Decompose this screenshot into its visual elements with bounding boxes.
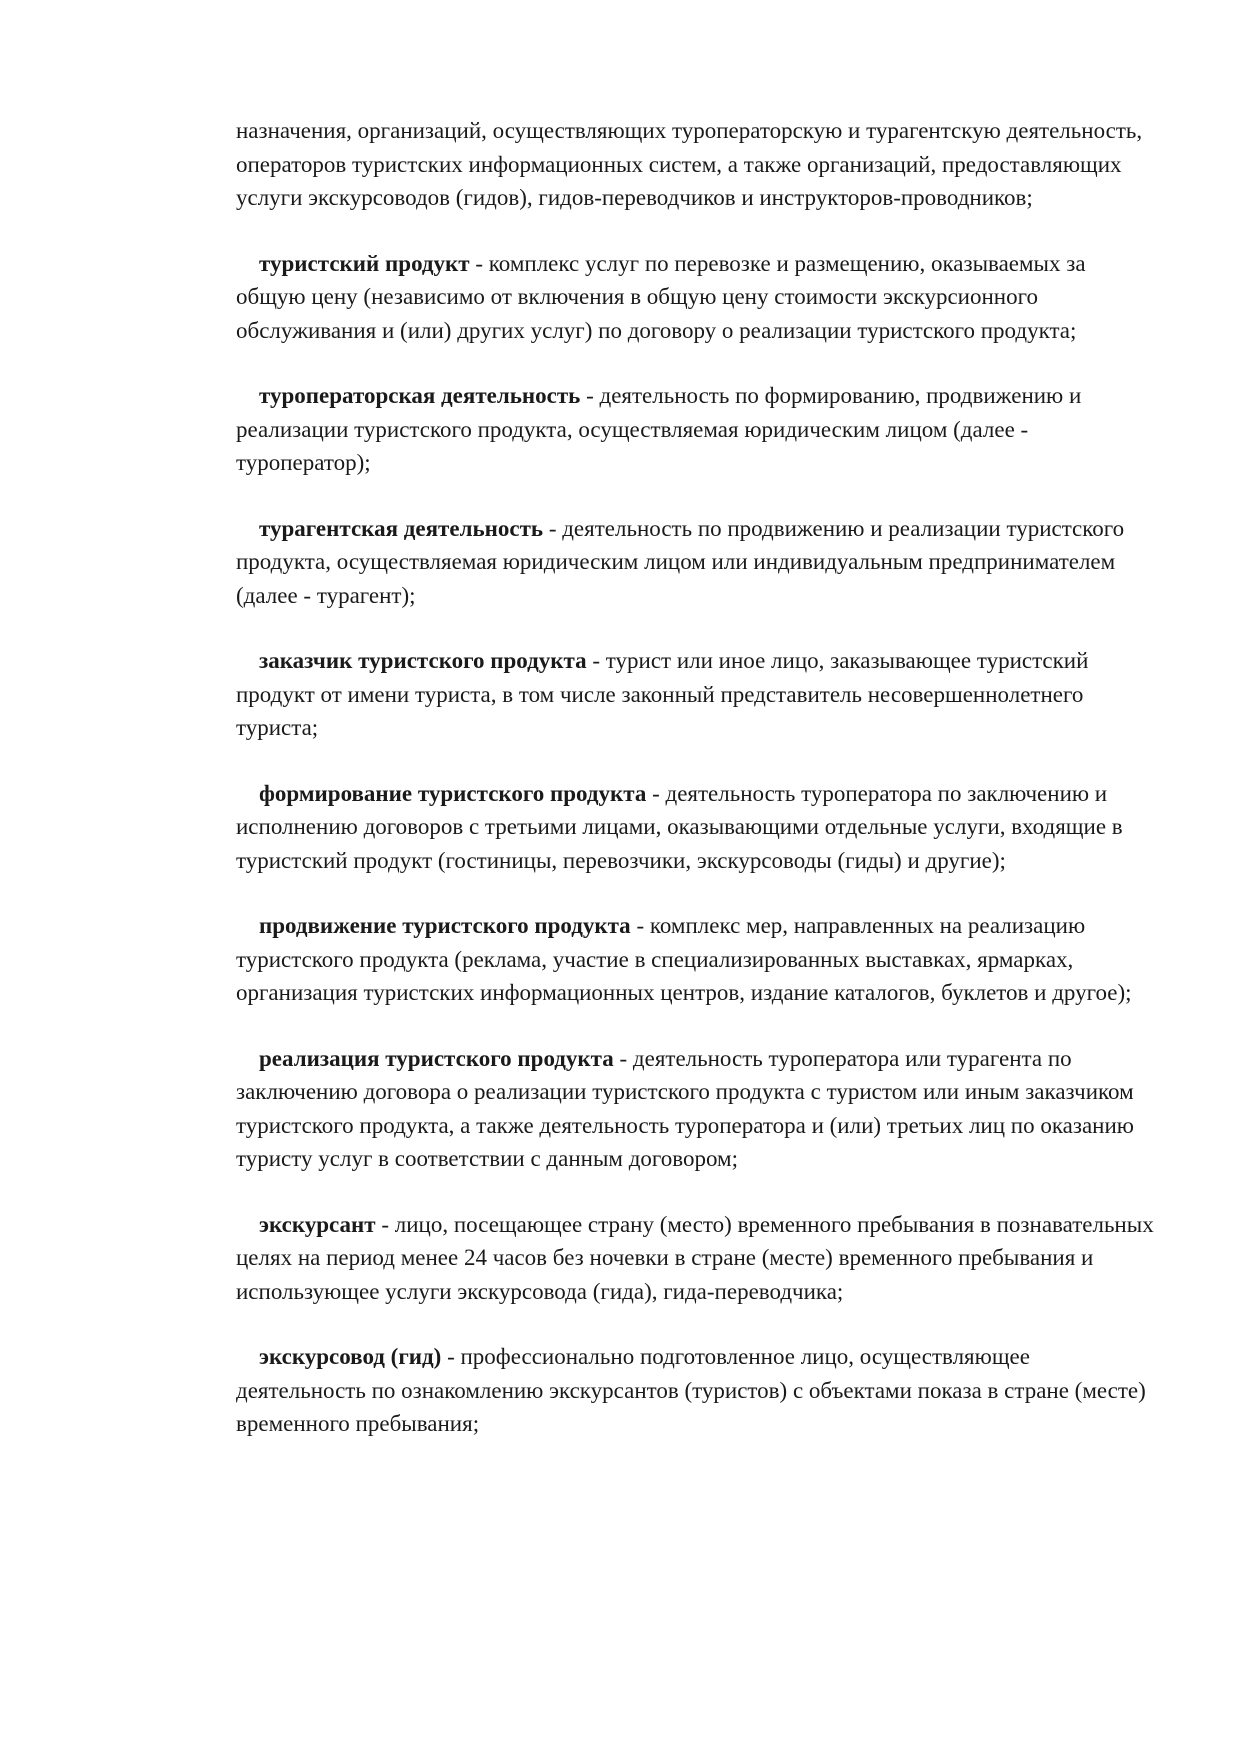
definition-term: туроператорская деятельность — [259, 383, 581, 408]
definition-term: турагентская деятельность — [259, 515, 544, 541]
definition-product-customer — [236, 644, 1156, 745]
definition-tour-operator-activity — [236, 379, 1156, 480]
definition-product-promotion — [236, 909, 1156, 1010]
definition-term: реализация туристского продукта — [259, 1045, 614, 1071]
definition-term: экскурсовод (гид) — [259, 1344, 442, 1369]
definition-excursionist — [236, 1208, 1156, 1309]
definition-body: - деятельность по продвижению и реализации туристского продукта, осуществляемая юридическим лицом или индивидуальным предпринимателем (далее - турагент); — [236, 515, 1125, 608]
definition-guide — [236, 1340, 1156, 1441]
definition-tourist-product — [236, 247, 1156, 348]
paragraph-body: назначения, организаций, осуществляющих туроператорскую и турагентскую деятельность, операторов туристских информационных систем, а также организаций, предоставляющих услуги экскурсоводов (гидов), гидов-переводчиков и инструкторов-проводников; — [236, 118, 1143, 210]
definition-body: - комплекс мер, направленных на реализацию туристского продукта (реклама, участие в специализированных выставках, ярмарках, организация туристских информационных центров, издание каталогов, буклетов и другое); — [236, 913, 1132, 1005]
definition-term: туристский продукт — [259, 250, 470, 276]
definition-body: - профессионально подготовленное лицо, осуществляющее деятельность по ознакомлению экскурсантов (туристов) с объектами показа в стране (месте) временного пребывания; — [236, 1344, 1146, 1436]
definition-product-sale — [236, 1042, 1156, 1176]
definition-term: продвижение туристского продукта — [259, 913, 631, 938]
text-column — [236, 114, 1156, 1473]
definition-body: - комплекс услуг по перевозке и размещению, оказываемых за общую цену (независимо от включения в общую цену стоимости экскурсионного обслуживания и (или) других услуг) по договору о реализации туристского продукта; — [236, 250, 1086, 343]
definition-body: - лицо, посещающее страну (место) временного пребывания в познавательных целях на период менее 24 часов без ночевки в стране (месте) временного пребывания и использующее услуги экскурсовода (гида), гида-переводчика; — [236, 1211, 1154, 1304]
definition-body: - деятельность по формированию, продвижению и реализации туристского продукта, осуществляемая юридическим лицом (далее - туроператор); — [236, 383, 1082, 475]
paragraph-continuation — [236, 114, 1156, 215]
definition-term: заказчик туристского продукта — [259, 648, 587, 673]
definition-body: - деятельность туроператора по заключению и исполнению договоров с третьими лицами, оказывающими отдельные услуги, входящие в туристский продукт (гостиницы, перевозчики, экскурсоводы (гиды) и другие); — [236, 780, 1123, 873]
definition-body: - деятельность туроператора или турагента по заключению договора о реализации туристского продукта с туристом или иным заказчиком туристского продукта, а также деятельность туроператора и (или) третьих лиц по оказанию туристу услуг в соответствии с данным договором; — [236, 1045, 1134, 1171]
definition-term: формирование туристского продукта — [259, 780, 647, 806]
definition-term: экскурсант — [259, 1211, 376, 1237]
definition-product-formation — [236, 777, 1156, 878]
definition-travel-agent-activity — [236, 512, 1156, 613]
definition-body: - турист или иное лицо, заказывающее туристский продукт от имени туриста, в том числе законный представитель несовершеннолетнего туриста; — [236, 648, 1089, 740]
